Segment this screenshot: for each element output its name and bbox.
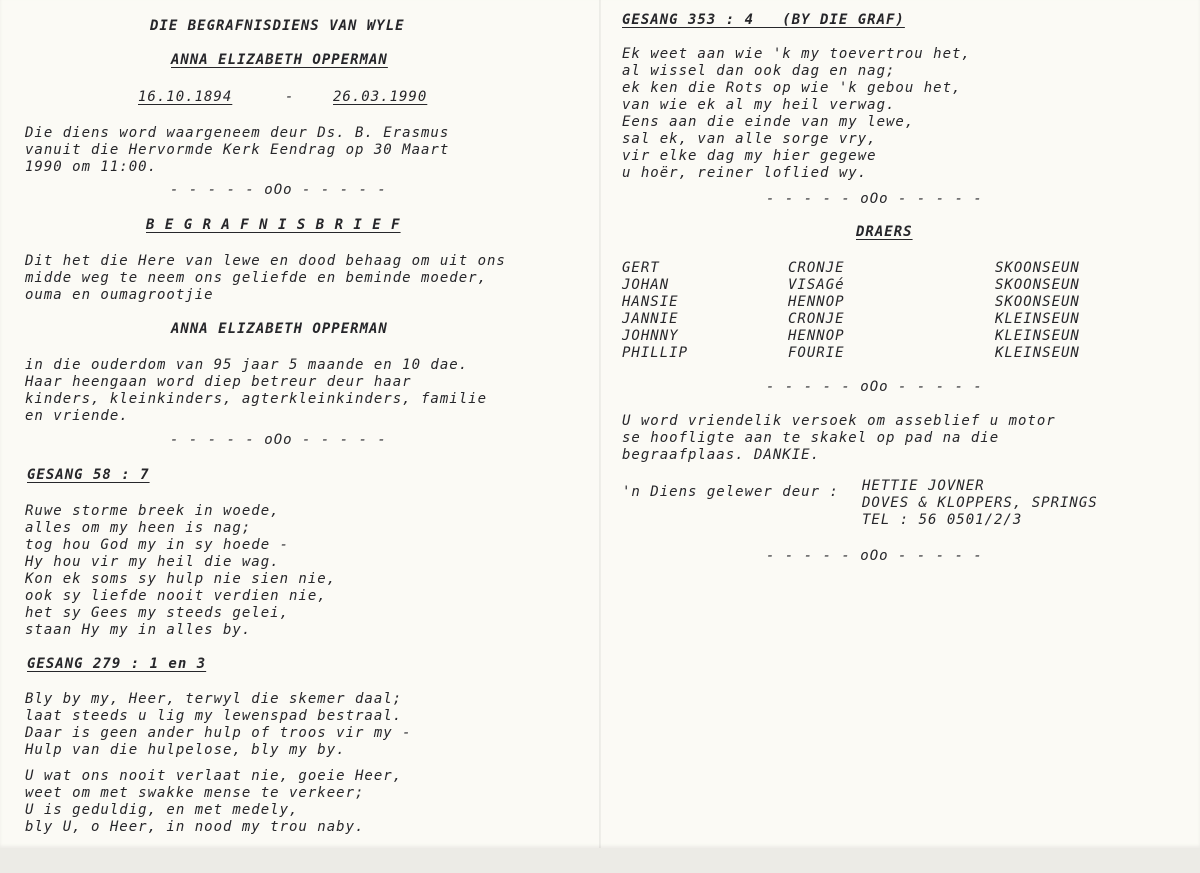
separator: - - - - - oOo - - - - - [766, 191, 983, 207]
date-dash: - [285, 89, 295, 105]
hymn-line: staan Hy my in alles by. [25, 622, 252, 638]
hymn-line: ook sy liefde nooit verdien nie, [25, 588, 327, 604]
request-line: se hoofligte aan te skakel op pad na die [622, 430, 1000, 446]
hymn-353-title: GESANG 353 : 4 (BY DIE GRAF) [622, 12, 905, 28]
hymn-line: Hy hou vir my heil die wag. [25, 554, 280, 570]
service-line: Die diens word waargeneem deur Ds. B. Erasmus [25, 125, 450, 141]
hymn-line: sal ek, van alle sorge vry, [622, 131, 877, 147]
hymn-line: laat steeds u lig my lewenspad bestraal. [25, 708, 403, 724]
service-by-label: 'n Diens gelewer deur : [622, 484, 839, 500]
hymn-279-title: GESANG 279 : 1 en 3 [27, 656, 207, 672]
hymn-58-title: GESANG 58 : 7 [27, 467, 150, 483]
bearer-first-name: JOHNNY [622, 328, 679, 344]
age-line: en vriende. [25, 408, 129, 424]
bearer-relation: SKOONSEUN [995, 277, 1080, 293]
hymn-line: Ruwe storme breek in woede, [25, 503, 280, 519]
bearer-relation: KLEINSEUN [995, 345, 1080, 361]
hymn-line: bly U, o Heer, in nood my trou naby. [25, 819, 365, 835]
service-line: vanuit die Hervormde Kerk Eendrag op 30 Maart [25, 142, 450, 158]
death-date: 26.03.1990 [333, 89, 428, 105]
bearer-first-name: JANNIE [622, 311, 679, 327]
bearer-first-name: GERT [622, 260, 660, 276]
age-line: Haar heengaan word diep betreur deur haar [25, 374, 412, 390]
hymn-line: weet om met swakke mense te verkeer; [25, 785, 365, 801]
age-line: kinders, kleinkinders, agterkleinkinders, familie [25, 391, 488, 407]
birth-date: 16.10.1894 [138, 89, 233, 105]
bearers-title: DRAERS [856, 224, 913, 240]
bearer-last-name: CRONJE [788, 311, 845, 327]
hymn-line: het sy Gees my steeds gelei, [25, 605, 290, 621]
hymn-line: u hoër, reiner loflied wy. [622, 165, 868, 181]
letter-line: midde weg te neem ons geliefde en beminde moeder, [25, 270, 488, 286]
hymn-line: U is geduldig, en met medely, [25, 802, 299, 818]
bearer-last-name: FOURIE [788, 345, 845, 361]
request-line: U word vriendelik versoek om asseblief u motor [622, 413, 1056, 429]
request-line: begraafplaas. DANKIE. [622, 447, 821, 463]
letter-line: ouma en oumagrootjie [25, 287, 214, 303]
page-fold [599, 0, 601, 848]
bearer-relation: SKOONSEUN [995, 294, 1080, 310]
hymn-line: Eens aan die einde van my lewe, [622, 114, 915, 130]
bearer-relation: KLEINSEUN [995, 311, 1080, 327]
separator: - - - - - oOo - - - - - [766, 548, 983, 564]
separator: - - - - - oOo - - - - - [766, 379, 983, 395]
bearer-relation: SKOONSEUN [995, 260, 1080, 276]
undertaker-company: DOVES & KLOPPERS, SPRINGS [862, 495, 1098, 511]
hymn-line: al wissel dan ook dag en nag; [622, 63, 896, 79]
age-line: in die ouderdom van 95 jaar 5 maande en 10 dae. [25, 357, 469, 373]
deceased-name: ANNA ELIZABETH OPPERMAN [171, 52, 388, 68]
hymn-line: alles om my heen is nag; [25, 520, 252, 536]
bearer-last-name: CRONJE [788, 260, 845, 276]
separator: - - - - - oOo - - - - - [170, 432, 387, 448]
deceased-name-repeat: ANNA ELIZABETH OPPERMAN [171, 321, 388, 337]
bearer-last-name: VISAGé [788, 277, 845, 293]
undertaker-phone: TEL : 56 0501/2/3 [862, 512, 1023, 528]
bearer-first-name: HANSIE [622, 294, 679, 310]
undertaker-contact: HETTIE JOVNER [862, 478, 985, 494]
hymn-line: U wat ons nooit verlaat nie, goeie Heer, [25, 768, 403, 784]
hymn-line: Bly by my, Heer, terwyl die skemer daal; [25, 691, 403, 707]
hymn-line: Kon ek soms sy hulp nie sien nie, [25, 571, 337, 587]
bearer-last-name: HENNOP [788, 328, 845, 344]
hymn-line: ek ken die Rots op wie 'k gebou het, [622, 80, 962, 96]
hymn-line: tog hou God my in sy hoede - [25, 537, 290, 553]
hymn-line: vir elke dag my hier gegewe [622, 148, 877, 164]
bearer-relation: KLEINSEUN [995, 328, 1080, 344]
program-heading: DIE BEGRAFNISDIENS VAN WYLE [150, 18, 405, 34]
letter-title: B E G R A F N I S B R I E F [146, 217, 401, 233]
hymn-line: Ek weet aan wie 'k my toevertrou het, [622, 46, 971, 62]
hymn-line: Hulp van die hulpelose, bly my by. [25, 742, 346, 758]
scan-bottom-edge [0, 848, 1200, 873]
letter-line: Dit het die Here van lewe en dood behaag om uit ons [25, 253, 506, 269]
separator: - - - - - oOo - - - - - [170, 182, 387, 198]
hymn-line: van wie ek al my heil verwag. [622, 97, 896, 113]
hymn-line: Daar is geen ander hulp of troos vir my - [25, 725, 412, 741]
bearer-last-name: HENNOP [788, 294, 845, 310]
bearer-first-name: PHILLIP [622, 345, 689, 361]
service-line: 1990 om 11:00. [25, 159, 158, 175]
bearer-first-name: JOHAN [622, 277, 670, 293]
